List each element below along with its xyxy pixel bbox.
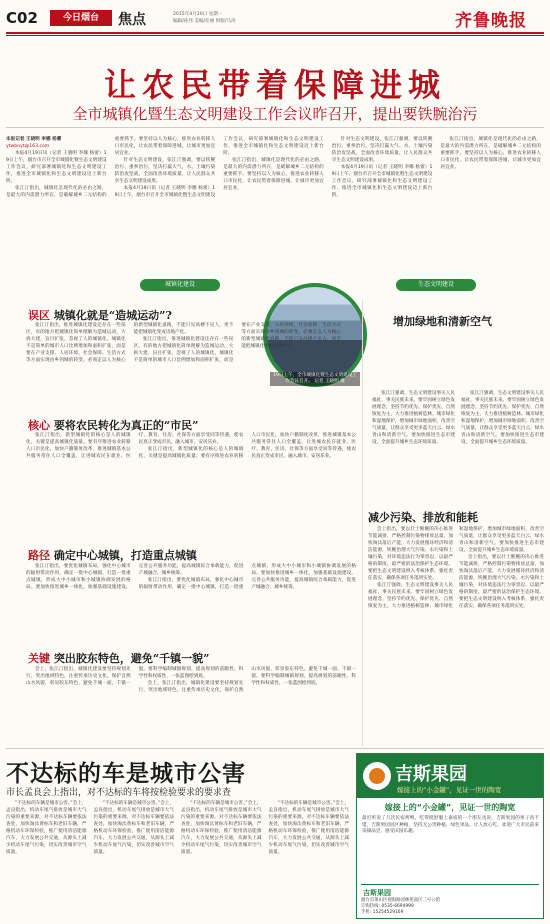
ribbon-ecology: 生态文明建设 (396, 279, 476, 291)
ribbon-urbanization: 城镇化建设 (140, 279, 220, 291)
ad-address: 烟台市莱山区观海路园林苑南区二号公馆 (361, 898, 441, 903)
section-heading-key: 关键 突出胶东特色，避免“千镇一貌” (28, 652, 210, 665)
headline-divider (6, 127, 544, 128)
header-divider-thin (6, 35, 544, 36)
ad-hotline: 订购热线: 0535-6694999 (361, 904, 414, 909)
section-body-key: 会上，张江汀指出，城镇化建设要坚持规划先行，突出地域特色，注重传承历史文化，保护自然山水风貌，彰显胶东特色，避免千城一面、千镇一貌。要科学编制城镇规划，提高规划的前瞻性、科学性和权威性，一张蓝图绘到底。 会上，张江汀指出，城镇化建设要坚持规划先行，突出地域特色，注重传承历史文化，保护自然山水风貌，彰显胶东特色，避免千城一面、千镇一貌。要科学编制城镇规划，提高规划的前瞻性、科学性和权威性，一张蓝图绘到底。 (26, 667, 356, 693)
issue-date: 2015年4月20日 星期一 (173, 12, 223, 17)
section-body-path: 张江汀指出，要优化城镇布局，强化中心城市的辐射带动作用，确定一批中心城镇，打造一批重点城镇，形成大中小城市和小城镇协调发展的格局。要加快推进城乡一体化，加强基础设施建设，完善公共服务功能，提高城镇综合承载能力，促进产城融合、城乡统筹。 张江汀指出，要优化城镇布局，强化中心城市的辐射带动作用，确定一批中心城镇，打造一批重点城镇，形成大中小城市和小城镇协调发展的格局。要加快推进城乡一体化，加强基础设施建设，完善公共服务功能，提高城镇综合承载能力，促进产城融合、城乡统筹。 (26, 564, 356, 590)
ad-slogan: 嫁接上的“小金罐”，见证一世的陶宽 (397, 786, 502, 794)
ad-footer-brand: 吉斯果园 (363, 889, 391, 897)
ad-contact (361, 898, 541, 916)
lead-paragraph: 针对生态文明建设，张江汀强调，要以铁腕治污、重拳治污，坚决打赢大气、水、土壤污染防治攻坚战，全面改善环境质量，让人民群众共享生态文明建设成果。 (331, 137, 433, 163)
orchard-advertisement (356, 753, 544, 919)
section-body-core: 张江汀指出，新型城镇化的核心是人的城镇化，关键是提高城镇化质量。要有序推进农业转移人口市民化，加快户籍制度改革，推进城镇基本公共服务常住人口全覆盖，让进城农民在就业、医疗、教育、住房、社保等方面享受同等待遇，使农民真正变成市民，融入城市、安居乐业。 张江汀指出，新型城镇化的核心是人的城镇化，关键是提高城镇化质量。要有序推进农业转移人口市民化，加快户籍制度改革，推进城镇基本公共服务常住人口全覆盖，让进城农民在就业、医疗、教育、住房、社保等方面享受同等待遇，使农民真正变成市民，融入城市、安居乐业。 (26, 433, 356, 459)
fruit-icon (369, 768, 385, 784)
ad-brand: 吉斯果园 (395, 764, 467, 785)
ad-mobile: 手机: 15254529169 (361, 910, 404, 915)
reporter-email: ytwbnyt@163.com (6, 144, 50, 149)
section-badge: 今日烟台 (50, 10, 112, 26)
lead-headline: 让农民带着保障进城 (103, 66, 446, 104)
lead-paragraph: 张江汀指出，城镇化是现代化的必由之路，是最大的内需潜力所在，是破解城乡二元结构的重要抓手。要坚持以人为核心，推进农业转移人口市民化，让农民带着保障进城，让城市更加宜居宜业。 (223, 158, 324, 191)
lead-paragraph: 张江汀指出，城镇化是现代化的必由之路，是最大的内需潜力所在，是破解城乡二元结构的重要抓手。要坚持以人为核心，推进农业转移人口市民化，让农民带着保障进城，让城市更加宜居宜业。 (6, 137, 216, 198)
section-body-green: 张江汀强调，生态文明建设事关人民福祉，事关民族未来。要牢固树立绿色发展理念，坚持节约优先、保护优先、自然恢复为主，大力推进植树造林、城市绿化和湿地保护，增加城市绿地面积，改善空气质量，让群众享受更多蓝天白云、绿水青山和清新空气。要加快推进生态市建设，全面提升城乡生态环境质量。 张江汀强调，生态文明建设事关人民福祉，事关民族未来。要牢固树立绿色发展理念，坚持节约优先、保护优先、自然恢复为主，大力推进植树造林、城市绿化和湿地保护，增加城市绿地面积，改善空气质量，让群众享受更多蓝天白云、绿水青山和清新空气。要加快推进生态市建设，全面提升城乡生态环境质量。 (372, 391, 544, 445)
bottom-headline: 不达标的车是城市公害 (6, 760, 246, 787)
ad-body: 最近听说了几次民宿烤鸭，吃得挺舒服上嘉宿的一个朋友也说，吉斯果园的果子真不错。吉斯果园园区种植，坚持无公害种植，绿色果品，让人放心吃。欢迎广大市民前来采摘品尝，感受田园乐趣。 (362, 816, 539, 834)
lead-paragraph: 本报4月19日讯（记者 王晓明 李娜 杨蕾）19日上午，烟台市召开全市城镇化暨生态文明建设工作会议，研究部署城镇化和生态文明建设工作，推进全市城镇化和生态文明建设迈上新台阶。 (331, 165, 433, 198)
lead-paragraph: 针对生态文明建设，张江汀强调，要以铁腕治污、重拳治污，坚决打赢大气、水、土壤污染防治攻坚战，全面改善环境质量，让人民群众共享生态文明建设成果。 (114, 158, 216, 184)
orchard-logo-icon (363, 762, 391, 790)
page-code: C02 (6, 9, 38, 27)
ad-headline: 嫁接上的“小金罐”，见证一世的陶宽 (384, 803, 516, 812)
lead-paragraph: 本报4月19日讯（记者 王晓明 李娜 杨蕾）19日上午，烟台市召开全市城镇化暨生态文明建设工作会议，研究部署城镇化和生态文明建设工作，推进全市城镇化和生态文明建设迈上新台阶。 (114, 137, 324, 198)
issue-editors: 编辑/孙伟 美编/任丽 组版/马涛 (173, 19, 236, 24)
section-body-myth: 张江汀指出，推进城镇化建设还存在一些误区，有的地方把城镇化简单理解为造城运动，大拆大建，盲目扩张，忽视了人的城镇化。城镇化不是简单的城市人口比例增加和面积扩张，而是要在产业支撑、人居环境、社会保障、生活方式等方面实现由乡到城的转变。必须走以人为核心的新型城镇化道路，不能只见高楼不见人，更不能把城镇化变成房地产化。 张江汀指出，推进城镇化建设还存在一些误区，有的地方把城镇化简单理解为造城运动，大拆大建，盲目扩张，忽视了人的城镇化。城镇化不是简单的城市人口比例增加和面积扩张，而是要在产业支撑、人居环境、社会保障、生活方式等方面实现由乡到城的转变。必须走以人为核心的新型城镇化道路，不能只见高楼不见人，更不能把城镇化变成房地产化。 (26, 323, 341, 363)
issue-meta (173, 11, 363, 25)
ad-footer-divider (361, 884, 539, 885)
section-heading-core: 核心 要将农民转化为真正的“市民” (28, 419, 199, 432)
section-title: 焦点 (118, 12, 146, 28)
lead-paragraph: 张江汀指出，城镇化是现代化的必由之路，是最大的内需潜力所在，是破解城乡二元结构的重要抓手。要坚持以人为核心，推进农业转移人口市民化，让农民带着保障进城，让城市更加宜居宜业。 (440, 137, 541, 170)
byline: 本报记者 王晓明 李娜 杨蕾 (6, 137, 62, 142)
section-heading-emission: 减少污染、排放和能耗 (368, 511, 478, 524)
bottom-subhead: 市长孟良会上指出，对不达标的车将按检验要求的要求查 (6, 788, 232, 798)
section-heading-myth: 误区 城镇化就是“造城运动”? (28, 309, 172, 322)
bottom-article: “不达标的车辆是城市公害。”会上，孟良指出，机动车尾气排放是城市大气污染的重要来源，对不达标车辆要依法查处，加快淘汰黄标车和老旧车辆，严格机动车环保检验，推广使用清洁能源汽车，大力发展公共交通，从源头上减少机动车尾气污染，切实改善城市空气质量。 “不达标的车辆是城市公害。”会上，孟良指出，机动车尾气排放是城市大气污染的重要来源，对不达标车辆要依法查处，加快淘汰黄标车和老旧车辆，严格机动车环保检验，推广使用清洁能源汽车，大力发展公共交通，从源头上减少机动车尾气污染，切实改善城市空气质量。 “不达标的车辆是城市公害。”会上，孟良指出，机动车尾气排放是城市大气污染的重要来源，对不达标车辆要依法查处，加快淘汰黄标车和老旧车辆，严格机动车环保检验，推广使用清洁能源汽车，大力发展公共交通，从源头上减少机动车尾气污染，切实改善城市空气质量。 “不达标的车辆是城市公害。”会上，孟良指出，机动车尾气排放是城市大气污染的重要来源，对不达标车辆要依法查处，加快淘汰黄标车和老旧车辆，严格机动车环保检验，推广使用清洁能源汽车，大力发展公共交通，从源头上减少机动车尾气污染，切实改善城市空气质量。 (6, 801, 349, 855)
section-heading-path: 路径 确定中心城镇，打造重点城镇 (28, 549, 197, 562)
header-divider (6, 32, 544, 34)
section-heading-green: 增加绿地和清新空气 (393, 315, 492, 328)
photo-caption: 19日上午，全市城镇化暨生态文明建设工作会议召开。 记者 王晓明 摄 (270, 372, 360, 386)
bottom-divider (6, 748, 544, 749)
ad-banner (357, 754, 543, 798)
section-body-emission: 会上指出，要以壮士断腕的决心推进节能减排，严格控制污染物排放总量，加快淘汰落后产能，大力发展循环经济和清洁能源，铁腕治理大气污染、水污染和土壤污染，对环境违法行为零容忍，以最严格的制度、最严密的法治保护生态环境。要把生态文明建设纳入考核体系，强化责任落实，确保各项任务落到实处。 张江汀强调，生态文明建设事关人民福祉，事关民族未来。要牢固树立绿色发展理念，坚持节约优先、保护优先、自然恢复为主，大力推进植树造林、城市绿化和湿地保护，增加城市绿地面积，改善空气质量，让群众享受更多蓝天白云、绿水青山和清新空气。要加快推进生态市建设，全面提升城乡生态环境质量。 会上指出，要以壮士断腕的决心推进节能减排，严格控制污染物排放总量，加快淘汰落后产能，大力发展循环经济和清洁能源，铁腕治理大气污染、水污染和土壤污染，对环境违法行为零容忍，以最严格的制度、最严密的法治保护生态环境。要把生态文明建设纳入考核体系，强化责任落实，确保各项任务落到实处。 (368, 527, 544, 609)
lead-article (6, 136, 541, 276)
lead-subhead: 全市城镇化暨生态文明建设工作会议昨召开，提出要铁腕治污 (72, 105, 478, 123)
column-divider (362, 300, 363, 746)
masthead-logo: 齐鲁晚报 (455, 11, 527, 31)
lead-paragraph: 本报4月19日讯（记者 王晓明 李娜 杨蕾）19日上午，烟台市召开全市城镇化暨生态文明建设工作会议，研究部署城镇化和生态文明建设工作，推进全市城镇化和生态文明建设迈上新台阶。 (6, 151, 107, 184)
